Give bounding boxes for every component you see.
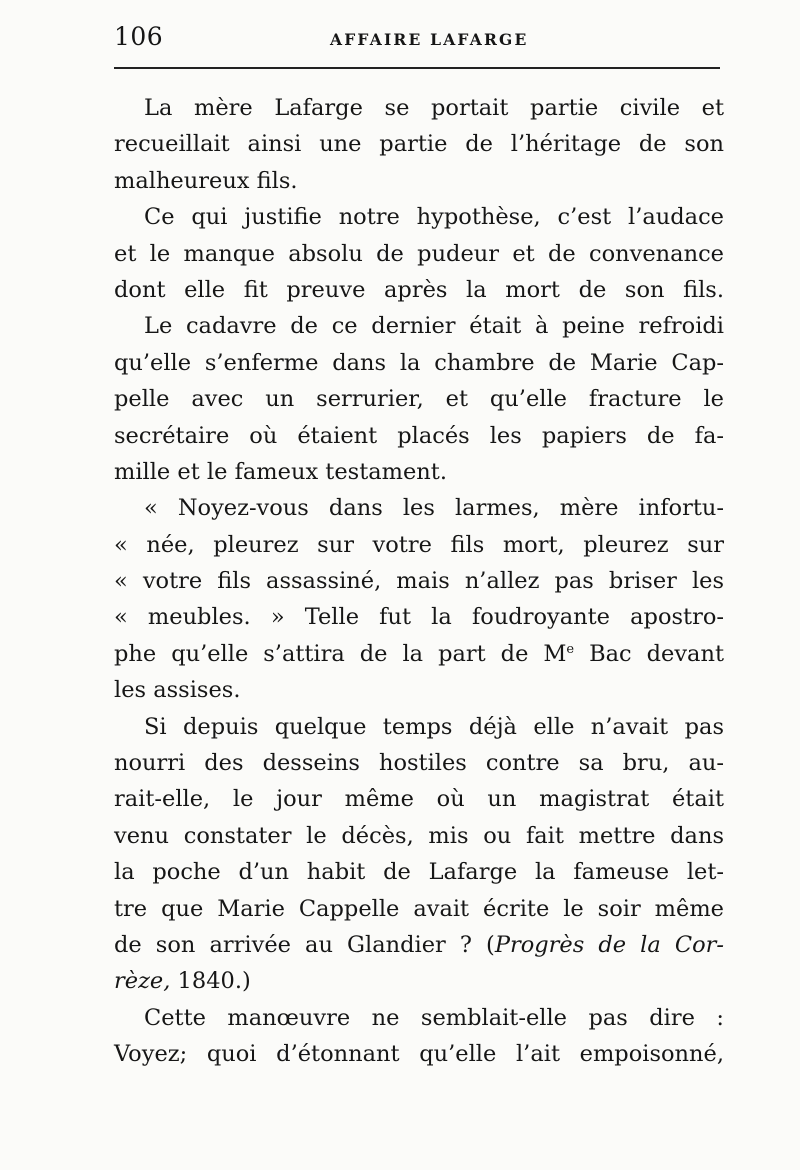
text-line: malheureux fils.: [114, 167, 298, 194]
text-line: tre que Marie Cappelle avait écrite le soir même: [114, 895, 724, 922]
text-line: secrétaire où étaient placés les papiers de fa-: [114, 422, 724, 449]
header-rule: [114, 67, 720, 69]
text-line: recueillait ainsi une partie de l’héritage de son: [114, 131, 724, 158]
text-line: qu’elle s’enferme dans la chambre de Marie Cap-: [114, 349, 724, 376]
text-line: rait-elle, le jour même où un magistrat était: [114, 786, 724, 813]
body-text: [114, 90, 724, 1073]
text-line: Voyez; quoi d’étonnant qu’elle l’ait empoisonné,: [114, 1041, 724, 1068]
text-line: phe qu’elle s’attira de la part de Me Bac devant: [114, 640, 724, 667]
page-number: 106: [114, 22, 164, 51]
text-line: « votre fils assassiné, mais n’allez pas briser les: [114, 568, 724, 595]
superscript: e: [566, 641, 575, 657]
page-header: [114, 18, 720, 58]
text-line: « meubles. » Telle fut la foudroyante apostro-: [114, 604, 724, 631]
text-line: Cette manœuvre ne semblait-elle pas dire :: [144, 1004, 724, 1031]
text-line: les assises.: [114, 677, 241, 704]
text-line: dont elle fit preuve après la mort de son fils.: [114, 276, 724, 303]
text-line: rèze, 1840.): [114, 968, 251, 995]
citation-italic: Progrès de la Cor-: [494, 931, 724, 958]
text-line: Le cadavre de ce dernier était à peine refroidi: [144, 313, 724, 340]
text-line: « Noyez-vous dans les larmes, mère infortu-: [144, 495, 724, 522]
text-line: Si depuis quelque temps déjà elle n’avait pas: [144, 713, 724, 740]
text-line: la poche d’un habit de Lafarge la fameuse let-: [114, 859, 724, 886]
text-line: venu constater le décès, mis ou fait mettre dans: [114, 822, 724, 849]
text-line: et le manque absolu de pudeur et de convenance: [114, 240, 724, 267]
text-line: mille et le fameux testament.: [114, 458, 447, 485]
text-line: nourri des desseins hostiles contre sa bru, au-: [114, 750, 724, 777]
text-line: de son arrivée au Glandier ? (Progrès de la Cor-: [114, 931, 724, 958]
text-line: « née, pleurez sur votre fils mort, pleurez sur: [114, 531, 724, 558]
text-line: Ce qui justifie notre hypothèse, c’est l’audace: [144, 204, 724, 231]
running-head: AFFAIRE LAFARGE: [330, 30, 529, 49]
citation-italic: rèze,: [114, 968, 171, 995]
text-line: pelle avec un serrurier, et qu’elle fracture le: [114, 386, 724, 413]
text-line: La mère Lafarge se portait partie civile et: [144, 95, 724, 121]
